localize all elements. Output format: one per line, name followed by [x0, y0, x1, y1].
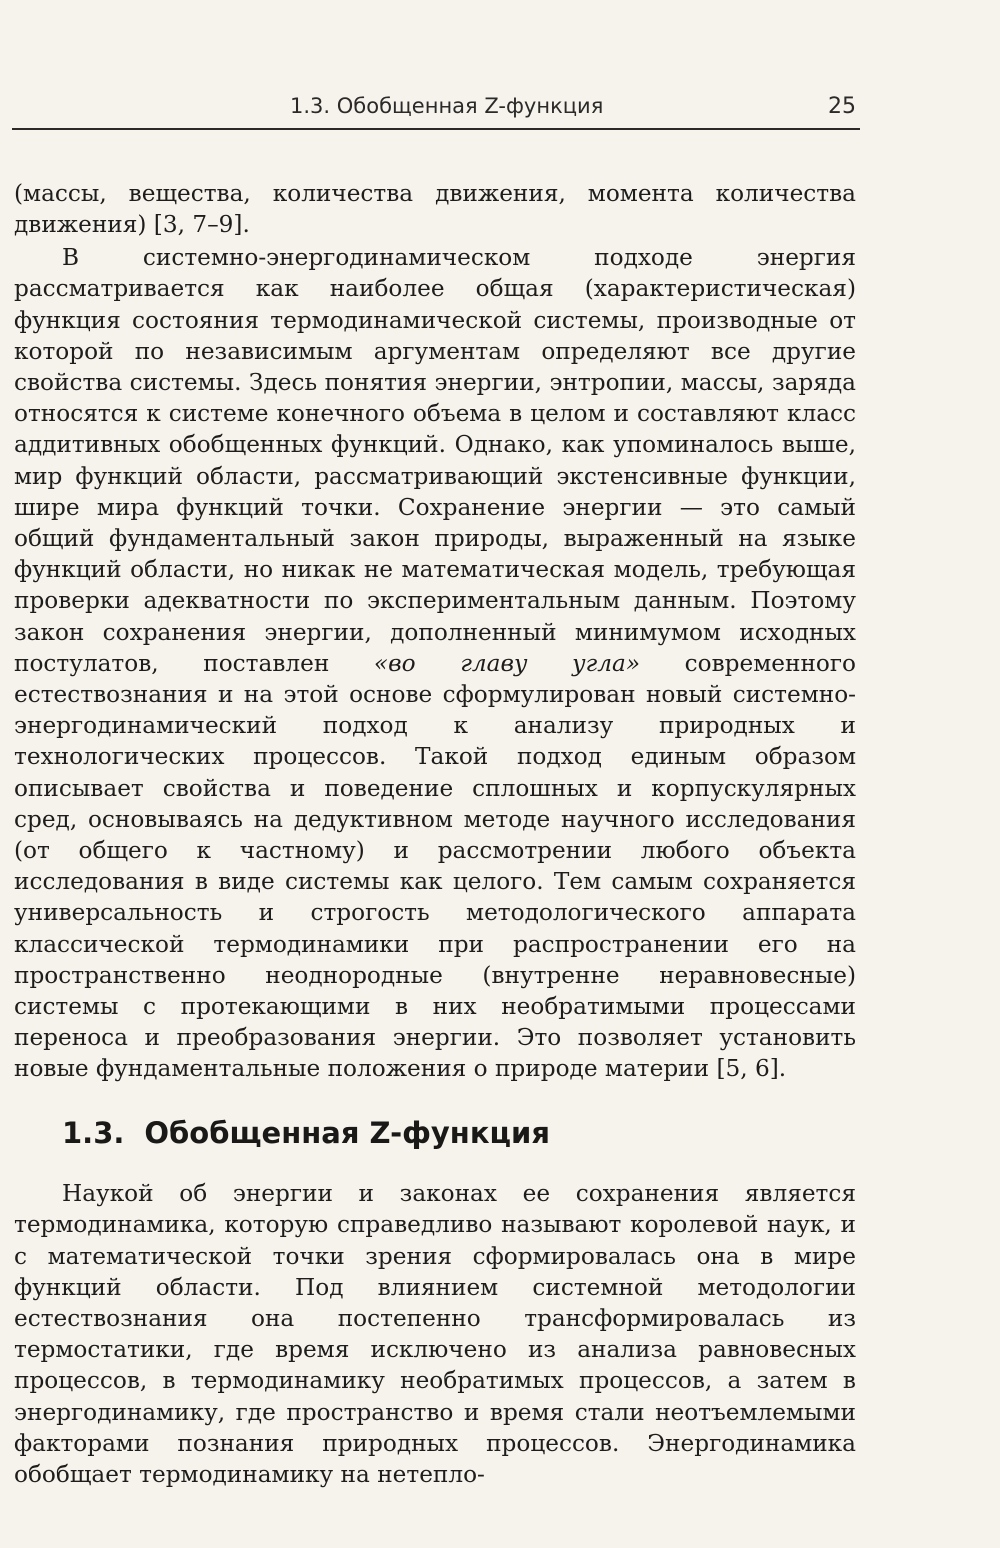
section-heading: [62, 1116, 550, 1150]
section-title: Обобщенная Z-функция: [144, 1116, 550, 1151]
running-header: [12, 92, 860, 130]
section-number: 1.3.: [62, 1116, 125, 1151]
paragraph-text-part: В системно-энергодинамическом подходе энергия рассматривается как наиболее общая (характеристическая) функция состояния термодинамической системы, производные от которой по независимым аргументам определяют все другие свойства системы. Здесь понятия энергии, энтропии, массы, заряда относятся к системе конечного объема в целом и составляют класс аддитивных обобщенных функций. Однако, как упоминалось выше, мир функций области, рассматривающий экстенсивные функции, шире мира функций точки. Сохранение энергии — это самый общий фундаментальный закон природы, выраженный на языке функций области, но никак не математическая модель, требующая проверки адекватности по экспериментальным данным. Поэтому закон сохранения энергии, дополненный минимумом исходных постулатов, поставлен: [14, 244, 856, 677]
paragraph-text-part: современного естествознания и на этой основе сформулирован новый системно-энергодинамический подход к анализу природных и технологических процессов. Такой подход единым образом описывает свойства и поведение сплошных и корпускулярных сред, основываясь на дедуктивном методе научного исследования (от общего к частному) и рассмотрении любого объекта исследования в виде системы как целого. Тем самым сохраняется универсальность и строгость методологического аппарата классической термодинамики при распространении его на пространственно неоднородные (внутренне неравновесные) системы с протекающими в них необратимыми процессами переноса и преобразования энергии. Это позволяет установить новые фундаментальные положения о природе материи [5, 6].: [14, 649, 856, 1083]
paragraph-system-energodynamic: [14, 242, 856, 1084]
emphasis-quote: «во главу угла»: [373, 649, 641, 677]
page-number: 25: [828, 94, 856, 119]
running-title: 1.3. Обобщенная Z-функция: [290, 94, 604, 118]
paragraph-continuation: (массы, вещества, количества движения, момента количества движения) [3, 7–9].: [14, 180, 856, 239]
paragraph-section-intro: Наукой об энергии и законах ее сохранения является термодинамика, которую справедливо называют королевой наук, и с математической точки зрения сформировалась она в мире функций области. Под влиянием системной методологии естествознания она постепенно трансформировалась из термостатики, где время исключено из анализа равновесных процессов, в термодинамику необратимых процессов, а затем в энергодинамику, где пространство и время стали неотъемлемыми факторами познания природных процессов. Энергодинамика обобщает термодинамику на нетепло-: [14, 1180, 856, 1489]
